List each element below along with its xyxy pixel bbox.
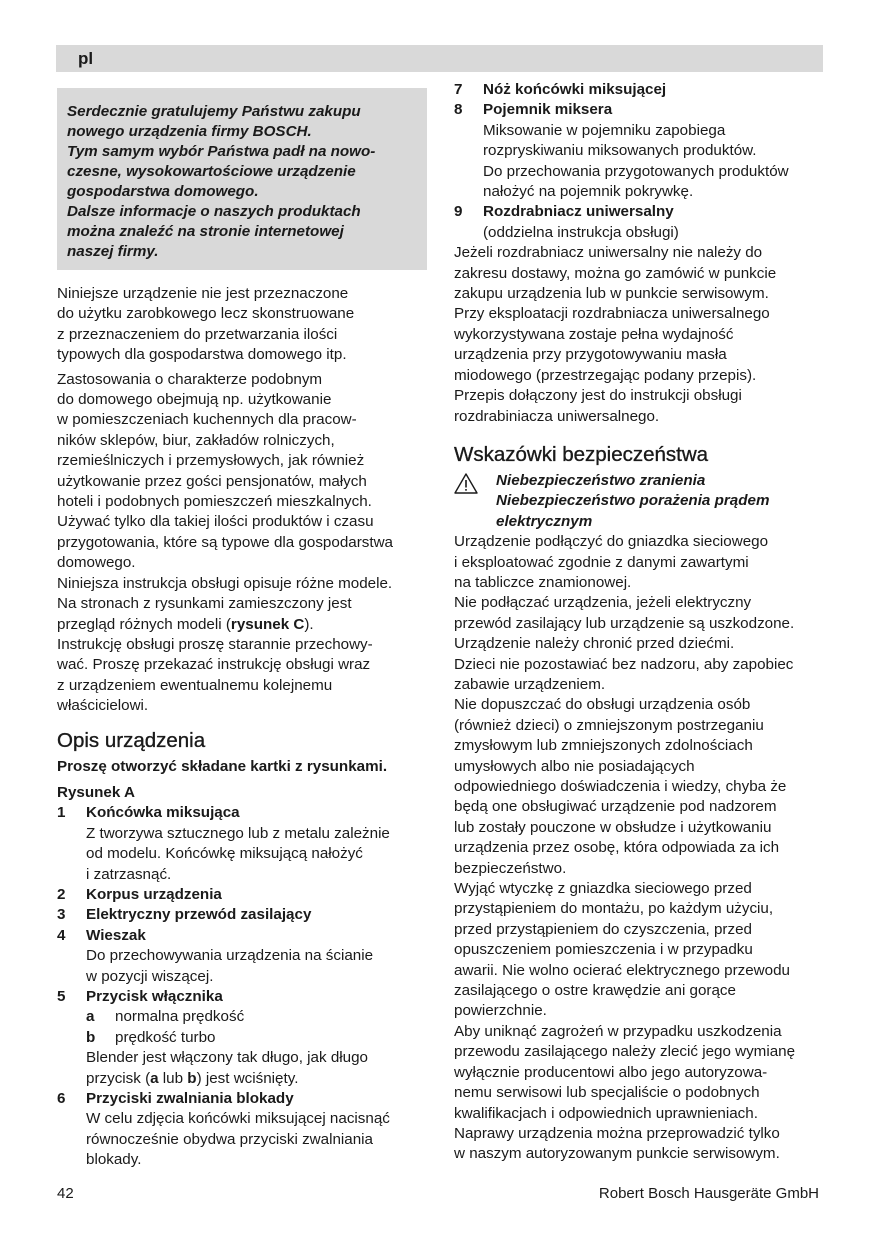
item-desc: nałożyć na pojemnik pokrywkę. <box>483 183 694 201</box>
text-line: z urządzeniem ewentualnemu kolejnemu <box>57 676 333 694</box>
text-line: użytkowanie przez gości pensjonatów, małych <box>57 472 367 490</box>
text-line: Naprawy urządzenia można przeprowadzić tylko <box>454 1124 780 1142</box>
list-item <box>454 100 824 202</box>
item-desc: Do przechowania przygotowanych produktów <box>483 162 789 180</box>
text-line: przygotowania, które są typowe dla gospodarstwa <box>57 533 394 551</box>
text-line: rozdrabiniacza uniwersalnego. <box>454 407 660 425</box>
text-line: awarii. Nie wolno ocierać elektrycznego przewodu <box>454 961 790 979</box>
paragraph-applications <box>57 370 427 513</box>
language-bar <box>56 45 823 72</box>
text-line: przed przystąpieniem do czyszczenia, przed <box>454 920 752 938</box>
text-line: hoteli i podobnych pomieszczeń mieszkalnych. <box>57 493 372 511</box>
list-item <box>57 885 427 905</box>
company-name: Robert Bosch Hausgeräte GmbH <box>598 1185 819 1202</box>
list-item <box>454 202 824 243</box>
warning-line: elektrycznym <box>496 512 593 530</box>
text-line: urządzenia przez osobę, która odpowiada za ich <box>454 839 780 857</box>
text-line: Zastosowania o charakterze podobnym <box>57 370 323 388</box>
intro-line: czesne, wysokowartościowe urządzenie <box>67 163 356 180</box>
text-span: b <box>187 1069 197 1087</box>
list-item <box>57 803 427 885</box>
text-line: przewodu zasilającego należy zlecić jego wymianę <box>454 1043 796 1061</box>
text-line: bezpieczeństwo. <box>454 859 567 877</box>
item-label: Korpus urządzenia <box>86 885 222 903</box>
list-item <box>454 80 824 100</box>
text-line: miodowego (przestrzegając podany przepis). <box>454 366 757 384</box>
text-line: ników sklepów, biur, zakładów rolniczych, <box>57 431 335 449</box>
item-label: Wieszak <box>86 926 146 944</box>
sub-item-text: normalna prędkość <box>115 1008 245 1026</box>
text-line: Urządzenie należy chronić przed dziećmi. <box>454 635 735 653</box>
figure-label: Rysunek A <box>57 783 135 801</box>
item-label: Przycisk włącznika <box>86 988 223 1005</box>
safety-text <box>454 532 824 1165</box>
text-line: (również dzieci) o zmniejszonym postrzeganiu <box>454 716 764 734</box>
item-number: 8 <box>454 101 463 119</box>
text-span: ). <box>304 615 314 633</box>
text-line: rzemieślniczych i przemysłowych, jak również <box>57 452 365 470</box>
intro-line: nowego urządzenia firmy BOSCH. <box>67 123 312 140</box>
item-label: Pojemnik miksera <box>483 101 613 119</box>
text-line: zmysłowym lub zmniejszonych zdolnościach <box>454 737 753 755</box>
text-line: Wyjąć wtyczkę z gniazdka sieciowego przed <box>454 880 752 898</box>
list-item <box>57 1089 427 1171</box>
page-number: 42 <box>57 1185 74 1202</box>
intro-line: gospodarstwa domowego. <box>67 183 259 200</box>
list-item <box>57 926 427 987</box>
text-line: odpowiedniego doświadczenia i wiedzy, chyba że <box>454 778 787 795</box>
item-desc: równocześnie obydwa przyciski zwalniania <box>86 1130 374 1148</box>
list-item <box>57 905 427 925</box>
text-line: przewód zasilający lub urządzenie są uszkodzone. <box>454 614 795 632</box>
text-line <box>57 615 427 635</box>
item-desc: (oddzielna instrukcja obsługi) <box>483 223 679 241</box>
text-line: kwalifikacjach i odpowiednich uprawnieniach. <box>454 1104 758 1122</box>
text-line: nemu serwisowi lub specjaliście o podobnych <box>454 1084 760 1102</box>
item-desc: od modelu. Końcówkę miksującą nałożyć <box>86 845 363 863</box>
sub-item <box>57 1007 427 1027</box>
text-line: przystąpieniem do montażu, po każdym użyciu, <box>454 900 774 918</box>
item-label: Rozdrabniacz uniwersalny <box>483 203 674 221</box>
text-line: lub zostały pouczone w obsłudze i użytkowaniu <box>454 818 772 836</box>
item-desc: W celu zdjęcia końcówki miksującej nacisnąć <box>86 1110 390 1128</box>
item-desc: blokady. <box>86 1151 142 1169</box>
intro-line: Serdecznie gratulujemy Państwu zakupu <box>67 103 361 120</box>
text-line: wyłącznie producentowi albo jego autoryzowa- <box>454 1063 768 1081</box>
item-desc: i zatrzasnąć. <box>86 865 172 883</box>
text-line: wykorzystywana zostaje pełna wydajność <box>454 325 734 343</box>
text-line: wać. Proszę przekazać instrukcję obsługi wraz <box>57 656 371 674</box>
paragraph-purpose <box>57 284 427 366</box>
item-number: 7 <box>454 81 463 98</box>
language-code: pl <box>78 49 94 68</box>
item-number: 4 <box>57 926 66 944</box>
text-line: opuszczeniem pomieszczenia i w przypadku <box>454 941 753 959</box>
section-heading-description: Opis urządzenia <box>57 728 206 752</box>
text-line: domowego. <box>57 554 136 572</box>
warning-block <box>454 471 824 532</box>
text-line: w naszym autoryzowanym punkcie serwisowym. <box>454 1145 780 1163</box>
text-line: zakresu dostawy, można go zamówić w punkcie <box>454 264 777 282</box>
text-span: przegląd różnych modeli ( <box>57 615 231 633</box>
text-line: typowych dla gospodarstwa domowego itp. <box>57 346 347 364</box>
text-line: Nie dopuszczać do obsługi urządzenia osób <box>454 696 751 714</box>
text-line: Instrukcję obsługi proszę starannie przechowy- <box>57 635 373 653</box>
item-number: 5 <box>57 988 66 1005</box>
text-line: umysłowych albo nie posiadających <box>454 757 695 775</box>
item-label: Końcówka miksująca <box>86 804 240 822</box>
text-span: lub <box>158 1069 188 1087</box>
text-span: ) jest wciśnięty. <box>196 1069 299 1087</box>
figure-reference: rysunek C <box>230 615 305 633</box>
right-column <box>454 80 824 1165</box>
paragraph-chopper <box>454 243 824 427</box>
text-line: w pomieszczeniach kuchennych dla pracow- <box>57 411 357 429</box>
text-line: Przy eksploatacji rozdrabniacza uniwersalnego <box>454 305 770 323</box>
text-line: właścicielowi. <box>57 697 149 715</box>
item-number: 3 <box>57 906 66 924</box>
text-line: Niniejsze urządzenie nie jest przeznaczone <box>57 285 349 302</box>
item-desc: Do przechowywania urządzenia na ścianie <box>86 947 374 965</box>
text-line: Aby uniknąć zagrożeń w przypadku uszkodzenia <box>454 1022 782 1040</box>
item-label: Przyciski zwalniania blokady <box>86 1090 294 1108</box>
text-line: Nie podłączać urządzenia, jeżeli elektryczny <box>454 594 752 612</box>
item-number: 9 <box>454 203 463 221</box>
list-item <box>57 987 427 1089</box>
text-line: Przepis dołączony jest do instrukcji obsługi <box>454 387 742 405</box>
sub-item <box>57 1028 427 1048</box>
intro-line: Dalsze informacje o naszych produktach <box>67 203 361 220</box>
intro-line: Tym samym wybór Państwa padł na nowo- <box>67 143 376 160</box>
parts-list <box>57 803 427 1170</box>
item-number: 1 <box>57 804 66 822</box>
text-line: na tabliczce znamionowej. <box>454 573 632 591</box>
text-line: zakupu urządzenia lub w punkcie serwisowym. <box>454 285 769 303</box>
text-line: do użytku zarobkowego lecz skonstruowane <box>57 305 355 323</box>
text-span: przycisk ( <box>86 1069 151 1087</box>
paragraph-usage <box>57 512 427 573</box>
text-line: zasilającego o ostre krawędzie ani gorące <box>454 982 736 1000</box>
item-desc: rozpryskiwaniu miksowanych produktów. <box>483 142 757 160</box>
item-number: 2 <box>57 885 66 903</box>
item-desc: Z tworzywa sztucznego lub z metalu zależnie <box>86 824 390 842</box>
text-line: do domowego obejmują np. użytkowanie <box>57 391 332 409</box>
item-desc: w pozycji wiszącej. <box>86 967 214 985</box>
item-label: Nóż końcówki miksującej <box>483 81 667 98</box>
intro-line: można znaleźć na stronie internetowej <box>67 223 344 240</box>
intro-box <box>57 88 427 270</box>
text-line: z przeznaczeniem do przetwarzania ilości <box>57 325 338 343</box>
item-number: 6 <box>57 1090 66 1108</box>
item-label: Elektryczny przewód zasilający <box>86 906 312 924</box>
intro-line: naszej firmy. <box>67 243 159 260</box>
text-line: Jeżeli rozdrabniacz uniwersalny nie należy do <box>454 244 763 262</box>
paragraph-manual <box>57 574 427 717</box>
text-line: Urządzenie podłączyć do gniazdka sieciowego <box>454 533 769 551</box>
warning-line: Niebezpieczeństwo porażenia prądem <box>496 492 770 510</box>
warning-line: Niebezpieczeństwo zranienia <box>496 471 706 489</box>
item-desc <box>57 1069 427 1089</box>
item-desc: Miksowanie w pojemniku zapobiega <box>483 121 726 139</box>
warning-triangle-icon <box>454 471 496 500</box>
left-column <box>57 80 427 1171</box>
text-line: powierzchnie. <box>454 1002 547 1020</box>
section-heading-safety: Wskazówki bezpieczeństwa <box>454 442 709 466</box>
sub-item-letter: a <box>86 1008 95 1026</box>
open-fold-instruction: Proszę otworzyć składane kartki z rysunkami. <box>57 757 388 775</box>
text-line: będą one obsługiwać urządzenie pod nadzorem <box>454 798 777 816</box>
text-line: i eksploatować zgodnie z danymi zawartymi <box>454 553 749 571</box>
text-span: a <box>150 1069 159 1087</box>
text-line: urządzenia przy przygotowywaniu masła <box>454 346 727 364</box>
text-line: Dzieci nie pozostawiać bez nadzoru, aby zapobiec <box>454 655 794 673</box>
text-line: Niniejsza instrukcja obsługi opisuje różne modele. <box>57 574 393 592</box>
text-line: Na stronach z rysunkami zamieszczony jest <box>57 595 352 613</box>
text-line: Używać tylko dla takiej ilości produktów i czasu <box>57 513 374 531</box>
sub-item-letter: b <box>86 1028 96 1046</box>
item-desc: Blender jest włączony tak długo, jak długo <box>86 1049 368 1067</box>
sub-item-text: prędkość turbo <box>115 1028 216 1046</box>
text-line: zabawie urządzeniem. <box>454 675 606 693</box>
